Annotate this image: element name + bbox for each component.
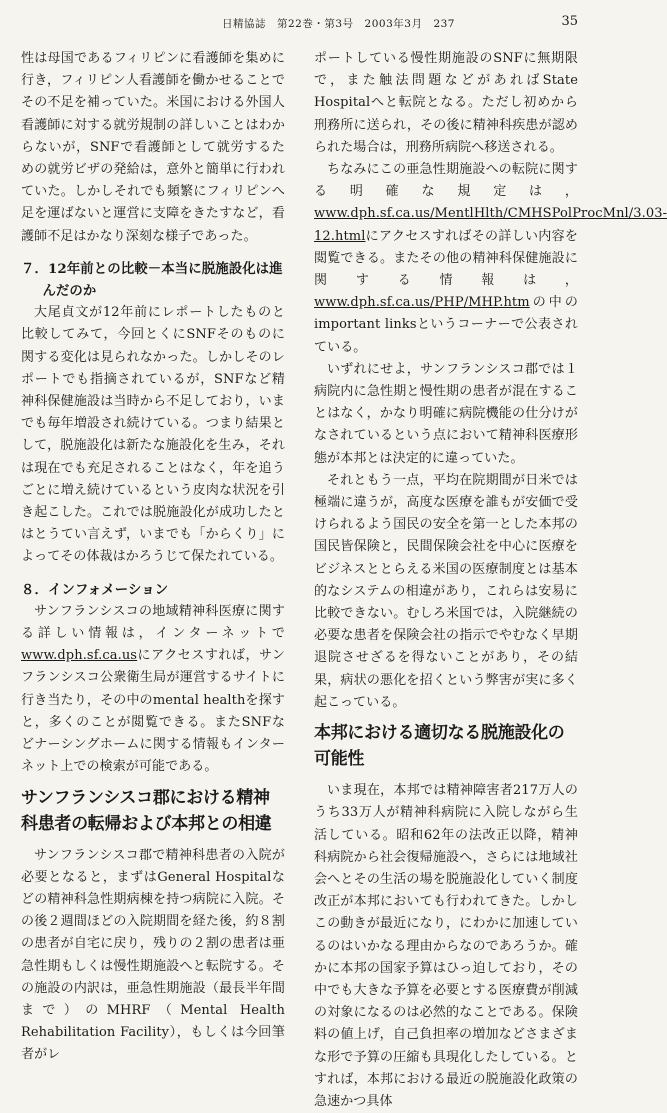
insurance-paragraph: それともう一点，平均在院期間が日米では極端に違うが，高度な医療を誰もが安価で受けられるよう国民の安全を第一とした本邦の国民皆保険と，民間保険会社を中心に医療をビジネスととらえる米国の医療制度とは基本的なシステムの相違があり，これらは安易に比較できない。むしろ米国では，入院継続の必要な患者を保険会社の指示でやむなく早期退院させざるを得ないことがあり，その結果，病状の悪化を招くという弊害が実に多く起こっている。 <box>314 472 578 710</box>
heading-deinstitutionalization: 本邦における適切なる脱施設化の可能性 <box>314 723 565 770</box>
policy-paragraph <box>314 159 667 359</box>
running-header <box>0 12 600 32</box>
mhp-url-link[interactable]: www.dph.sf.ca.us/PHP/MHP.htm <box>314 295 530 311</box>
paragraph-continued-right: ポートしている慢性期施設のSNFに無期限で，また触法問題などがあればState Hospitalへと転院となる。ただし初めから刑務所に送られ，その後に精神科疾患が認められた場合は，刑務所病院へ移送される。 <box>314 51 578 155</box>
heading-sf-outcomes: サンフランシスコ郡における精神科患者の転帰および本邦との相違 <box>21 787 272 834</box>
section-8-text-a: サンフランシスコの地域精神科医療に関する詳しい情報は，インターネットで <box>21 603 285 642</box>
left-column <box>21 48 285 1067</box>
page-number: 35 <box>561 14 578 29</box>
section-8-paragraph <box>21 601 285 779</box>
policy-text-a: ちなみにこの亜急性期施設への転院に関する明確な規定は， <box>314 162 578 200</box>
paragraph-continued: 性は母国であるフィリピンに看護師を集めに行き，フィリピン人看護師を働かせることでその不足を補っていた。米国における外国人看護師に対する就労規制の詳しいことはわからないが，SNFで看護師として就労するための就労ビザの発給は，意外と簡単に行われていた。しかしそれでも頻繁にフィリピンへ足を運ばないと運営に支障をきたすなど，看護師不足はかなり深刻な様子であった。 <box>21 51 285 244</box>
section-8-text-b: にアクセスすれば，サンフランシスコ公衆衛生局が運営するサイトに行き当たり，その中のmental healthを探すと，多くのことが閲覧できる。またSNFなどナーシングホームに関する情報もインターネット上での検索が可能である。 <box>21 648 285 775</box>
policy-text-c: の中のimportant linksというコーナーで公表されている。 <box>314 295 578 355</box>
hospital-function-paragraph: いずれにせよ，サンフランシスコ郡では１病院内に急性期と慢性期の患者が混在することはなく，かなり明確に病院機能の仕分けがなされているという点において精神科医療形態が本邦とは決定的に違っていた。 <box>314 361 578 466</box>
mhrf-term: MHRF（Mental Health Rehabilitation Facility） <box>21 1002 285 1041</box>
policy-text-b: にアクセスすればその詳しい内容を閲覧できる。またその他の精神科保健施設に関する情報は， <box>314 228 578 289</box>
section-7-title: ７．12年前との比較－本当に脱施設化は進んだのか <box>21 260 283 300</box>
section-7-paragraph: 大尾貞文が12年前にレポートしたものと比較してみて，今回とくにSNFそのものに関する変化は見られなかった。しかしそのレポートでも指摘されているが，SNFなど精神科保健施設は当時から不足しており，いまでも毎年増設され続けている。つまり結果として，脱施設化は新たな施設化を生み，それは現在でも充足されることはなく，年を追うごとに増え続けているという皮肉な状況を引き起こした。これでは脱施設化が成功したとはとうてい言えず，いまでも「からくり」によってその体裁はかろうじて保たれている。 <box>21 305 285 565</box>
outcomes-text-a: サンフランシスコ郡で精神科患者の入院が必要となると，まずはGeneral Hospitalなどの精神科急性期病棟を持つ病院に入院。その後２週間ほどの入院期間を経た後，約８割の患者が自宅に戻り，残りの２割の患者は亜急性期もしくは慢性期施設へと転院する。その施設の内訳は，亜急性期施設（最長半年間まで）の <box>21 847 285 1018</box>
section-8-title: ８．インフォメーション <box>21 581 169 598</box>
journal-citation: 日精協誌 第22巻・第3号 2003年3月 237 <box>222 18 455 30</box>
japan-paragraph: いま現在，本邦では精神障害者217万人のうち33万人が精神科病院に入院しながら生活している。昭和62年の法改正以降，精神科病院から社会復帰施設へ，さらには地域社会へとその生活の場を脱施設化していく制度改正が本邦においても行われてきた。しかしこの動きが最近になり，にわかに加速しているのはいかなる理由からなのであろうか。確かに本邦の国家予算はひっ迫しており，その中でも大きな予算を必要とする医療費が削減の対象になるのは必然的なことである。保険料の値上げ，自己負担率の増加などさまざまな形で予算の圧縮も具現化したしている。とすれば，本邦における最近の脱施設化政策の急速かつ具体 <box>314 783 578 1109</box>
dph-url-link[interactable]: www.dph.sf.ca.us <box>21 648 138 664</box>
policy-url-link[interactable]: www.dph.sf.ca.us/MentlHlth/CMHSPolProcMnl/3.03-12.html <box>314 206 667 244</box>
right-column <box>314 48 667 1113</box>
outcomes-paragraph <box>21 845 285 1067</box>
outcomes-text-b: ，もしくは今回筆者がレ <box>21 1025 285 1063</box>
